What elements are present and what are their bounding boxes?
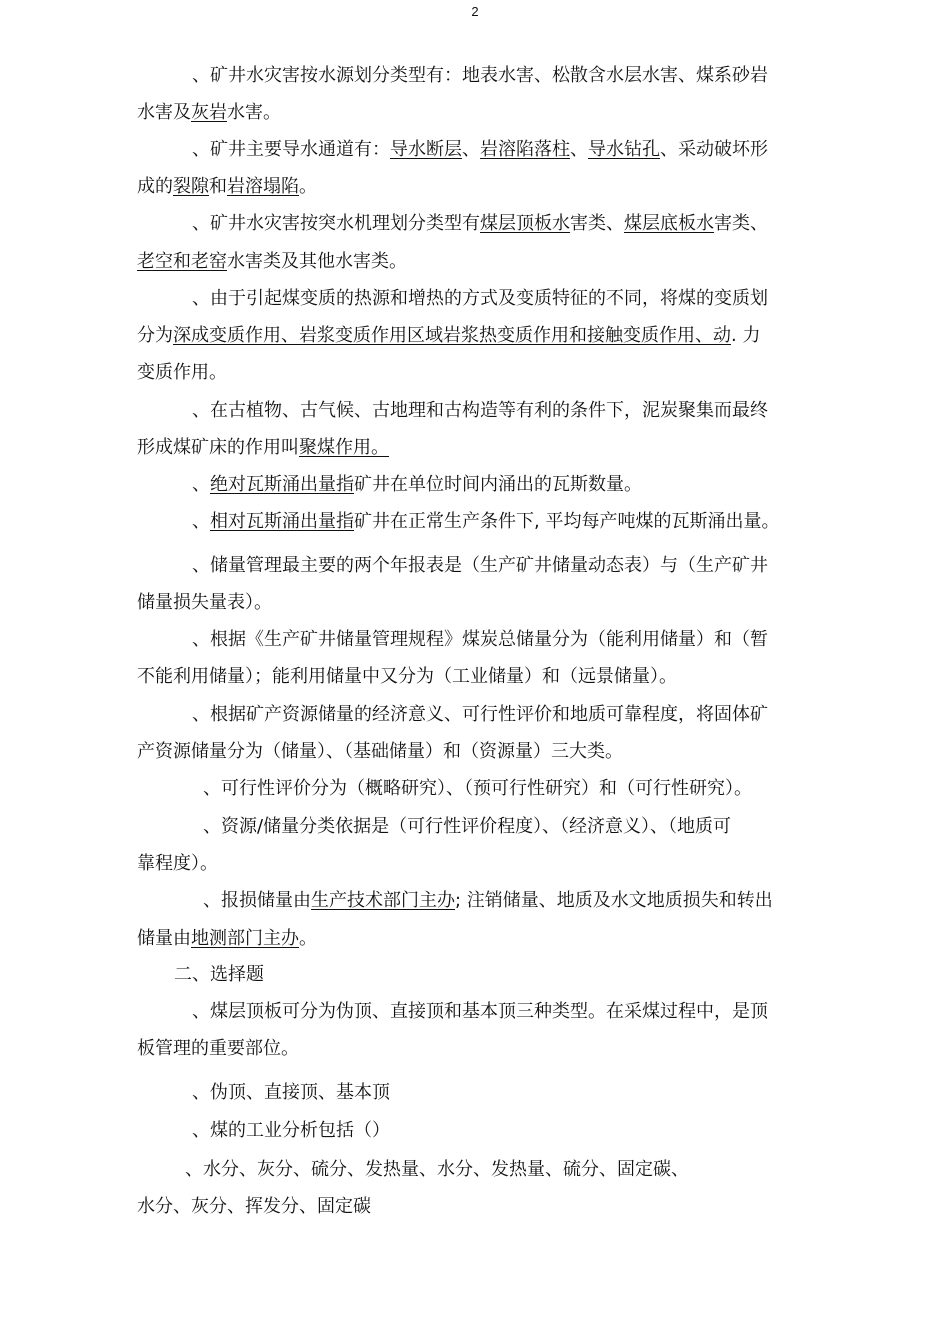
text-segment: 、 — [462, 139, 480, 160]
text-line — [185, 1158, 689, 1182]
text-line — [137, 591, 272, 615]
text-segment: 不能利用储量）；能利用储量中又分为（工业储量）和（远景储量）。 — [137, 666, 677, 687]
text-line — [137, 1195, 371, 1219]
page-number: 2 — [471, 4, 479, 19]
text-segment: 害类、 — [714, 213, 768, 234]
underlined-answer: 导水断层 — [390, 139, 462, 160]
text-segment: 、由于引起煤变质的热源和增热的方式及变质特征的不同，将煤的变质划 — [192, 288, 768, 309]
text-segment: 。 — [299, 176, 317, 197]
text-line — [192, 138, 768, 162]
text-segment: 、煤层顶板可分为伪顶、直接顶和基本顶三种类型。在采煤过程中，是顶 — [192, 1001, 768, 1022]
text-line — [192, 212, 768, 236]
text-segment: 二、选择题 — [174, 964, 264, 985]
underlined-answer: 煤层顶板水 — [480, 213, 570, 234]
text-line — [203, 815, 731, 839]
underlined-answer: 绝对瓦斯涌出量指 — [210, 474, 354, 495]
text-segment: 板管理的重要部位。 — [137, 1038, 299, 1059]
text-segment: 、可行性评价分为（概略研究）、（预可行性研究）和（可行性研究）。 — [203, 778, 752, 799]
text-line — [192, 1119, 390, 1143]
text-line — [203, 777, 752, 801]
text-segment: 、报损储量由 — [203, 890, 311, 911]
text-line — [174, 963, 264, 987]
text-segment: 分为 — [137, 325, 173, 346]
text-line — [192, 1081, 390, 1105]
underlined-answer: 相对瓦斯涌出量指 — [210, 511, 354, 532]
underlined-answer: 导水钻孔 — [588, 139, 660, 160]
text-segment: 水分、灰分、挥发分、固定碳 — [137, 1196, 371, 1217]
underlined-answer: 煤层底板水 — [624, 213, 714, 234]
text-segment: 水害类及其他水害类。 — [227, 251, 407, 272]
text-segment: 形成煤矿床的作用叫 — [137, 437, 299, 458]
text-segment: 变质作用。 — [137, 362, 227, 383]
text-segment: . 力 — [731, 325, 761, 346]
text-segment: ; 注销储量、地质及水文地质损失和转出 — [455, 890, 773, 911]
underlined-answer: 聚煤作用。 — [299, 437, 389, 458]
text-line — [192, 287, 768, 311]
text-line — [192, 510, 779, 534]
text-segment: 、 — [570, 139, 588, 160]
text-segment: 。 — [299, 928, 317, 949]
text-segment: 害类、 — [570, 213, 624, 234]
text-line — [137, 740, 623, 764]
text-line — [137, 436, 389, 460]
text-line — [137, 665, 677, 689]
text-line — [192, 1000, 768, 1024]
underlined-answer: 生产技术部门主办 — [311, 890, 455, 911]
underlined-answer: 深成变质作用、岩浆变质作用区域岩浆热变质作用和接触变质作用、动 — [173, 325, 731, 346]
text-segment: 、根据《生产矿井储量管理规程》煤炭总储量分为（能利用储量）和（暂 — [192, 629, 768, 650]
text-segment: 水害及 — [137, 102, 191, 123]
text-segment: 、根据矿产资源储量的经济意义、可行性评价和地质可靠程度，将固体矿 — [192, 704, 768, 725]
text-segment: 靠程度）。 — [137, 853, 218, 874]
text-line — [192, 628, 768, 652]
text-line — [137, 175, 317, 199]
text-line — [137, 324, 760, 348]
text-segment: 储量由 — [137, 928, 191, 949]
text-line — [137, 361, 227, 385]
underlined-answer: 灰岩 — [191, 102, 227, 123]
text-segment: 储量损失量表）。 — [137, 592, 272, 613]
text-line — [192, 64, 768, 88]
text-segment: 、资源/储量分类依据是（可行性评价程度）、（经济意义）、（地质可 — [203, 816, 732, 837]
text-segment: 、煤的工业分析包括（） — [192, 1120, 390, 1141]
text-segment: 和 — [209, 176, 227, 197]
text-line — [137, 250, 407, 274]
text-segment: 、水分、灰分、硫分、发热量、水分、发热量、硫分、固定碳、 — [185, 1159, 689, 1180]
text-line — [137, 927, 317, 951]
text-segment: 、矿井主要导水通道有： — [192, 139, 390, 160]
text-line — [192, 554, 768, 578]
text-line — [192, 703, 768, 727]
text-segment: 产资源储量分为（储量）、（基础储量）和（资源量）三大类。 — [137, 741, 623, 762]
underlined-answer: 老空和老窑 — [137, 251, 227, 272]
text-line — [192, 399, 768, 423]
text-segment: 、采动破坏形 — [660, 139, 768, 160]
text-line — [137, 852, 218, 876]
text-segment: 矿井在正常生产条件下, 平均每产吨煤的瓦斯涌出量。 — [354, 511, 780, 532]
text-segment: 、 — [192, 511, 210, 532]
text-segment: 、伪顶、直接顶、基本顶 — [192, 1082, 390, 1103]
text-segment: 、 — [192, 474, 210, 495]
text-segment: 、矿井水灾害按水源划分类型有：地表水害、松散含水层水害、煤系砂岩 — [192, 65, 768, 86]
text-segment: 水害。 — [227, 102, 281, 123]
text-segment: 矿井在单位时间内涌出的瓦斯数量。 — [354, 474, 642, 495]
underlined-answer: 地测部门主办 — [191, 928, 299, 949]
text-segment: 、储量管理最主要的两个年报表是（生产矿井储量动态表）与（生产矿井 — [192, 555, 768, 576]
text-segment: 、矿井水灾害按突水机理划分类型有 — [192, 213, 480, 234]
text-segment: 成的 — [137, 176, 173, 197]
text-line — [192, 473, 642, 497]
text-line — [137, 101, 281, 125]
underlined-answer: 岩溶塌陷 — [227, 176, 299, 197]
text-segment: 、在古植物、古气候、古地理和古构造等有利的条件下，泥炭聚集而最终 — [192, 400, 768, 421]
text-line — [137, 1037, 299, 1061]
text-line — [203, 889, 773, 913]
underlined-answer: 岩溶陷落柱 — [480, 139, 570, 160]
underlined-answer: 裂隙 — [173, 176, 209, 197]
